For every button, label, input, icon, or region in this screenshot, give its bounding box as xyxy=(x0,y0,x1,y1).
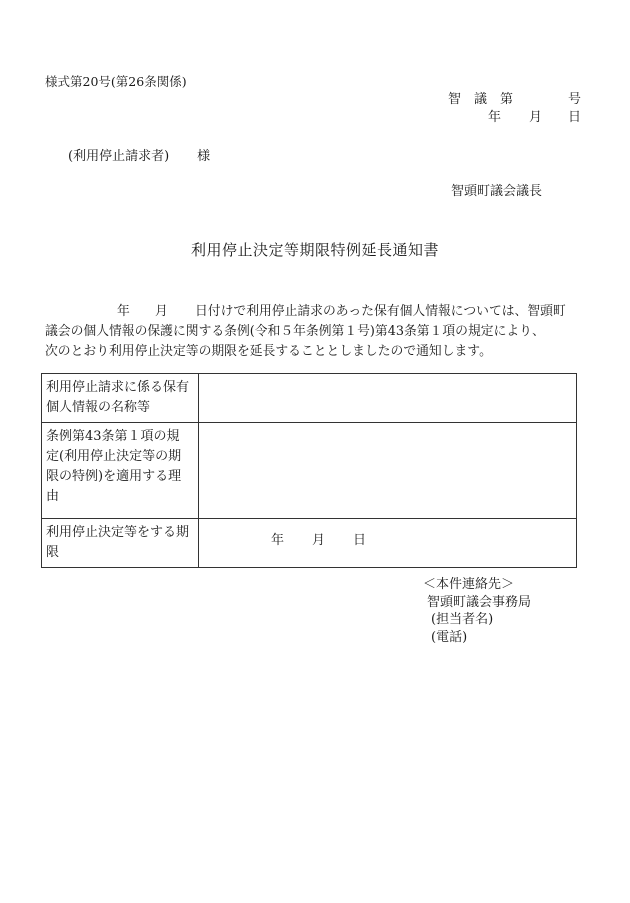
table-row xyxy=(42,423,577,519)
row-label-info-name: 利用停止請求に係る保有個人情報の名称等 xyxy=(42,374,199,423)
contact-phone: (電話) xyxy=(431,629,468,645)
sender: 智頭町議会議長 xyxy=(451,184,543,199)
document-number xyxy=(448,92,582,108)
deadline-year: 年 xyxy=(271,533,285,548)
doc-number-prefix-2: 議 xyxy=(474,92,488,107)
info-table xyxy=(41,373,577,568)
addressee xyxy=(68,149,210,165)
body-line-1 xyxy=(45,302,578,322)
row-label-reason: 条例第43条第１項の規定(利用停止決定等の期限の特例)を適用する理由 xyxy=(42,423,199,519)
date-year: 年 xyxy=(488,110,502,125)
body-line-2: 議会の個人情報の保護に関する条例(令和５年条例第１号)第43条第１項の規定により、 xyxy=(45,324,545,339)
row-label-deadline: 利用停止決定等をする期限 xyxy=(42,519,199,568)
date-month: 月 xyxy=(529,110,543,125)
addressee-name-label: (利用停止請求者) xyxy=(68,149,170,164)
form-number: 様式第20号(第26条関係) xyxy=(45,74,187,89)
table-row xyxy=(42,519,577,568)
date-day: 日 xyxy=(568,110,582,125)
body-text xyxy=(45,302,578,362)
doc-number-prefix-3: 第 xyxy=(500,92,514,107)
deadline-month: 月 xyxy=(312,533,326,548)
addressee-honorific: 様 xyxy=(197,149,211,164)
doc-number-prefix-1: 智 xyxy=(448,92,462,107)
contact-person: (担当者名) xyxy=(431,612,494,627)
document-date xyxy=(448,110,582,126)
contact-block xyxy=(423,576,583,646)
row-value-deadline[interactable] xyxy=(199,519,577,568)
deadline-day: 日 xyxy=(353,533,367,548)
row-value-info-name[interactable] xyxy=(199,374,577,423)
document-title: 利用停止決定等期限特例延長通知書 xyxy=(190,241,439,259)
body-month: 月 xyxy=(155,304,168,319)
body-year: 年 xyxy=(117,304,130,319)
body-line-1-text: 日付けで利用停止請求のあった保有個人情報については、智頭町 xyxy=(195,304,566,319)
body-line-3: 次のとおり利用停止決定等の期限を延長することとしましたので通知します。 xyxy=(45,344,492,359)
contact-heading: ＜本件連絡先＞ xyxy=(423,577,515,592)
doc-number-suffix: 号 xyxy=(568,92,582,107)
row-value-reason[interactable] xyxy=(199,423,577,519)
table-row xyxy=(42,374,577,423)
contact-office: 智頭町議会事務局 xyxy=(427,594,532,610)
